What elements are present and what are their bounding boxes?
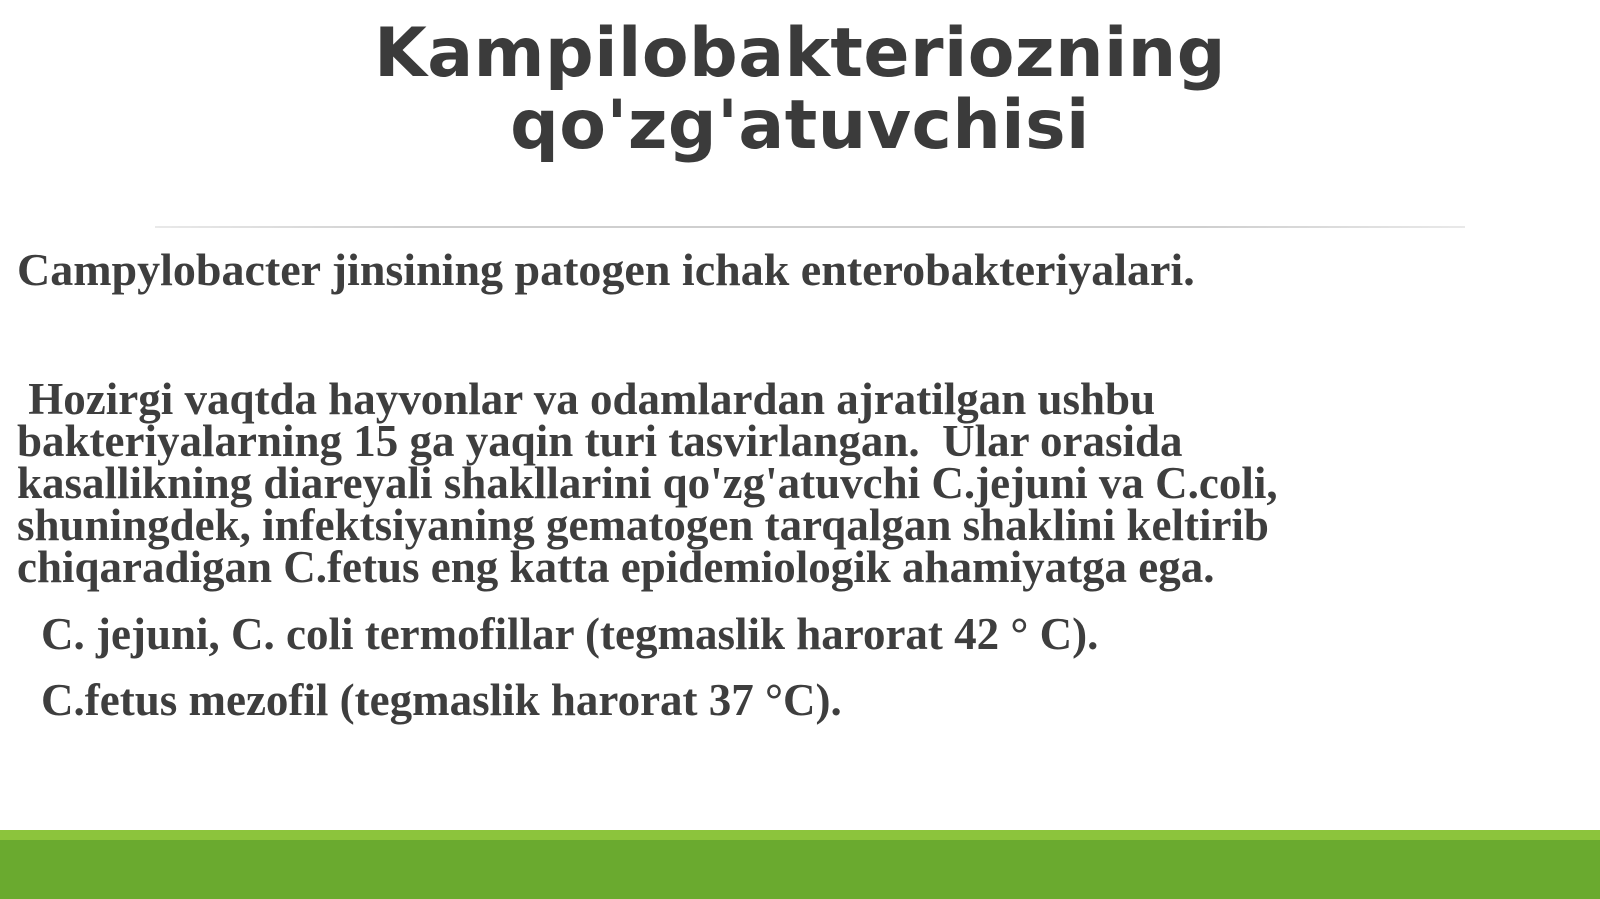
mesophile-line: C.fetus mezofil (tegmaslik harorat 37 °C). [41, 675, 842, 725]
paragraph-line-5: chiqaradigan C.fetus eng katta epidemiologik ahamiyatga ega. [17, 542, 1215, 592]
paragraph-line-2: bakteriyalarning 15 ga yaqin turi tasvirlangan. Ular orasida [17, 416, 1183, 466]
subtitle-text: Campylobacter jinsining patogen ichak enterobakteriyalari. [17, 244, 1195, 295]
paragraph-line-3: kasallikning diareyali shakllarini qo'zg'atuvchi C.jejuni va C.coli, [17, 458, 1278, 508]
title-line-1: Kampilobakteriozning [374, 14, 1226, 93]
footer-band-dark [0, 840, 1600, 899]
title-divider [155, 226, 1465, 228]
description-paragraph [17, 374, 1278, 592]
title-line-2: qo'zg'atuvchisi [510, 86, 1090, 165]
thermophile-line: C. jejuni, C. coli termofillar (tegmaslik harorat 42 ° C). [41, 609, 1099, 659]
paragraph-line-4: shuningdek, infektsiyaning gematogen tarqalgan shaklini keltirib [17, 500, 1269, 550]
footer-band-light [0, 830, 1600, 840]
slide-title [0, 14, 1600, 165]
paragraph-line-1: Hozirgi vaqtda hayvonlar va odamlardan ajratilgan ushbu [17, 374, 1156, 424]
